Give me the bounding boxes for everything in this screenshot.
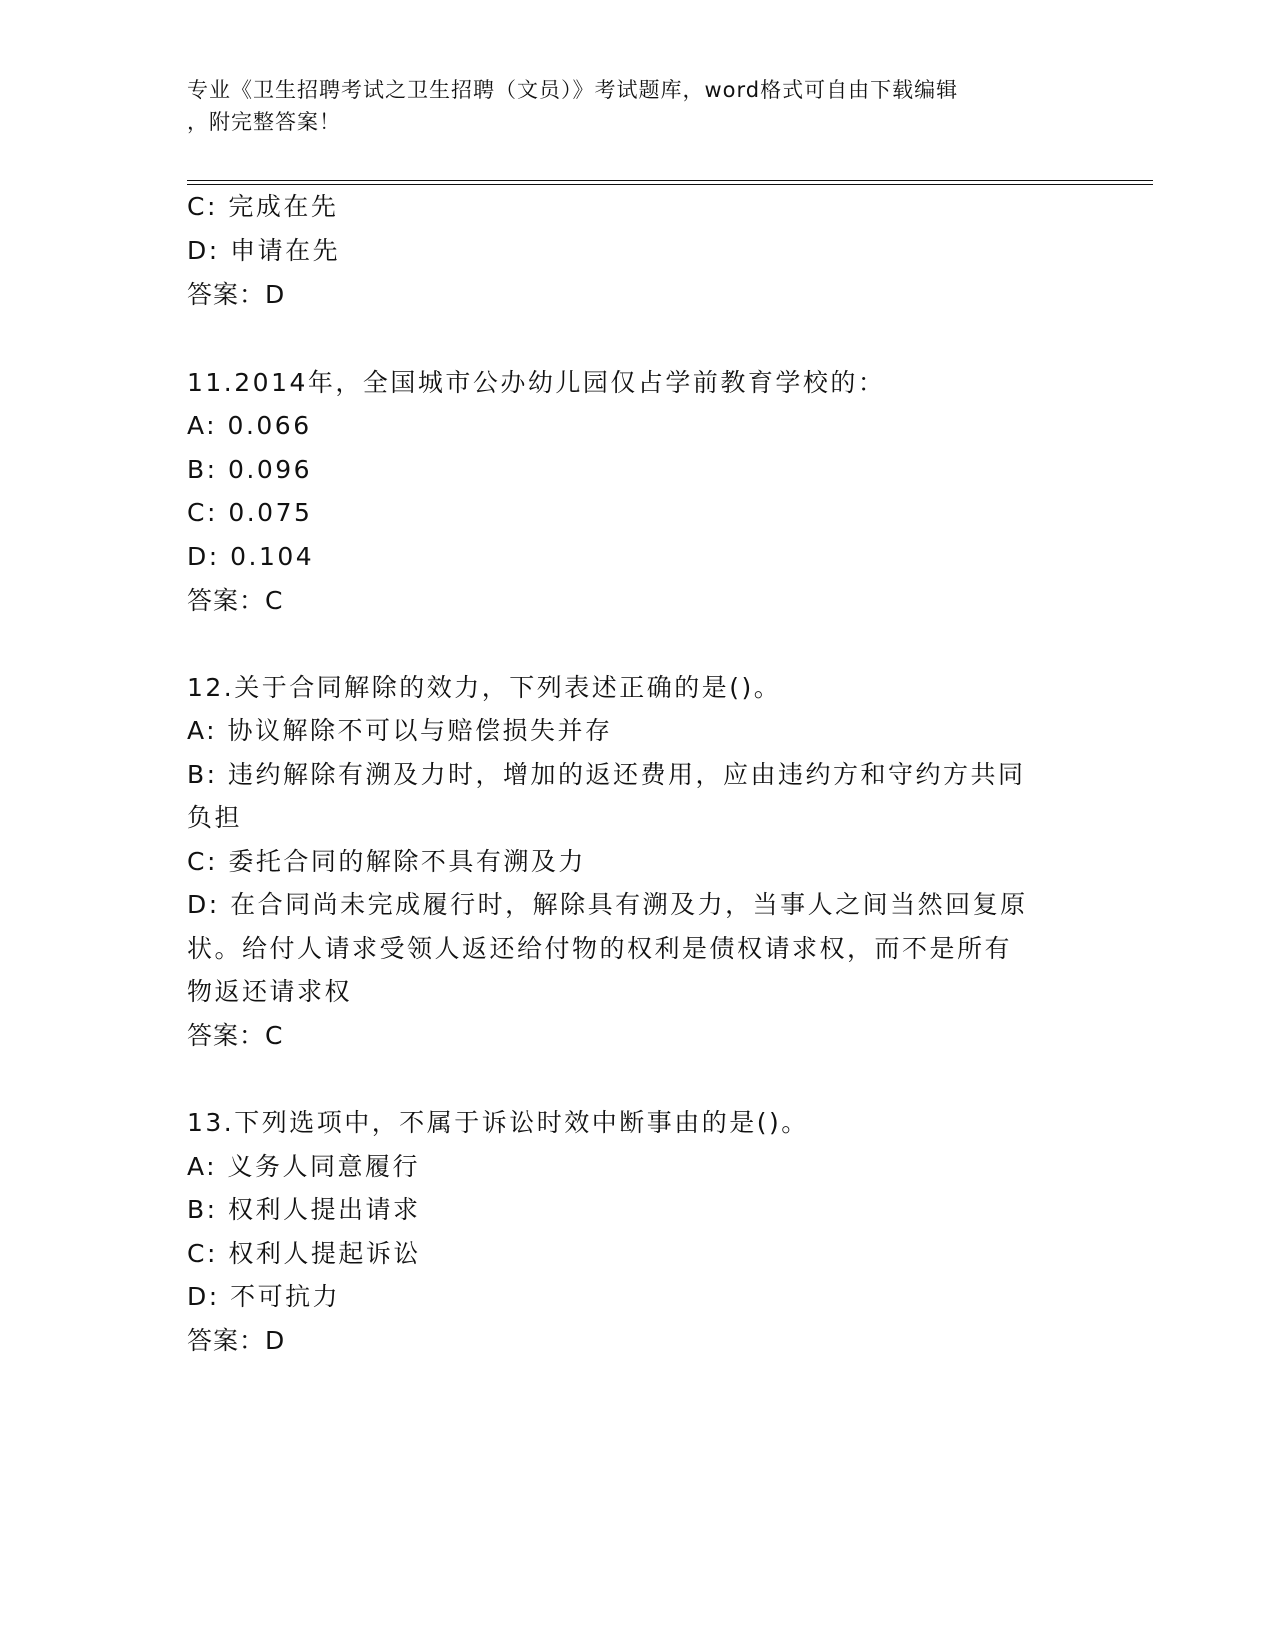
header-line-1: 专业《卫生招聘考试之卫生招聘（文员）》考试题库，word格式可自由下载编辑 [187, 78, 959, 102]
prev-answer: 答案：D [187, 280, 286, 309]
q13-stem: 13.下列选项中，不属于诉讼时效中断事由的是()。 [187, 1108, 809, 1137]
q12-option-d-line-1: D: 在合同尚未完成履行时，解除具有溯及力，当事人之间当然回复原 [187, 890, 1028, 919]
q13-option-c: C: 权利人提起诉讼 [187, 1239, 421, 1268]
q11-stem: 11.2014年，全国城市公办幼儿园仅占学前教育学校的： [187, 368, 886, 397]
q11-option-a: A: 0.066 [187, 411, 312, 440]
q13-option-a: A: 义务人同意履行 [187, 1152, 421, 1181]
header-divider-bottom [187, 184, 1153, 185]
q12-answer: 答案：C [187, 1021, 284, 1050]
q12-option-d-line-3: 物返还请求权 [187, 977, 353, 1006]
q12-option-d-line-2: 状。给付人请求受领人返还给付物的权利是债权请求权，而不是所有 [187, 934, 1013, 963]
prev-option-d: D: 申请在先 [187, 236, 341, 265]
q11-option-c: C: 0.075 [187, 498, 313, 527]
prev-option-c: C: 完成在先 [187, 192, 339, 221]
header-line-2: ，附完整答案！ [187, 110, 341, 134]
q13-option-d: D: 不可抗力 [187, 1282, 341, 1311]
q12-option-b-line-1: B: 违约解除有溯及力时，增加的返还费用，应由违约方和守约方共同 [187, 760, 1026, 789]
q13-answer: 答案：D [187, 1326, 286, 1355]
q12-option-c: C: 委托合同的解除不具有溯及力 [187, 847, 586, 876]
q13-option-b: B: 权利人提出请求 [187, 1195, 421, 1224]
q12-stem: 12.关于合同解除的效力，下列表述正确的是()。 [187, 673, 782, 702]
q11-option-d: D: 0.104 [187, 542, 315, 571]
document-header [187, 74, 1067, 138]
q12-option-b-line-2: 负担 [187, 803, 243, 832]
q11-answer: 答案：C [187, 586, 284, 615]
q12-option-a: A: 协议解除不可以与赔偿损失并存 [187, 716, 613, 745]
header-divider-top [187, 180, 1153, 181]
q11-option-b: B: 0.096 [187, 455, 313, 484]
